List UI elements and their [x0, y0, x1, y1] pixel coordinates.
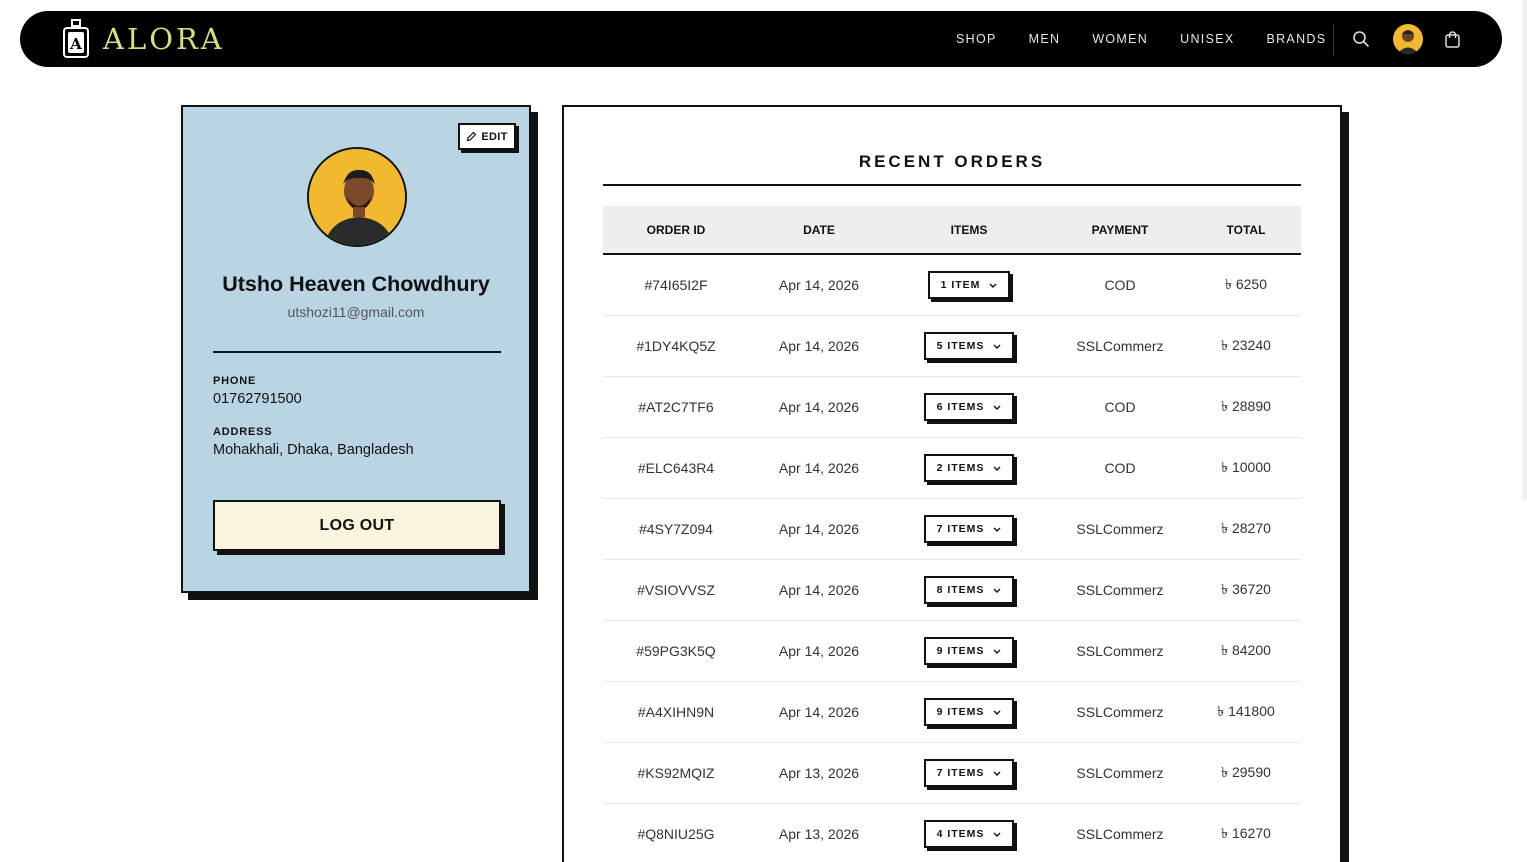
orders-table-body: [603, 254, 1301, 862]
items-count: 7 ITEMS: [936, 522, 985, 535]
items-dropdown-button[interactable]: [924, 454, 1015, 482]
nav-link-men[interactable]: MEN: [1028, 32, 1061, 46]
chevron-down-icon: [993, 584, 1001, 596]
nav-link-unisex[interactable]: UNISEX: [1180, 32, 1235, 46]
items-dropdown-button[interactable]: [924, 820, 1015, 848]
nav-link-women[interactable]: WOMEN: [1092, 32, 1149, 46]
edit-label: EDIT: [481, 130, 508, 143]
recent-orders-panel: [562, 105, 1342, 862]
items-count: 2 ITEMS: [936, 461, 985, 474]
order-payment: SSLCommerz: [1076, 764, 1164, 781]
orders-table: [603, 206, 1301, 862]
order-date: Apr 13, 2026: [778, 764, 860, 781]
order-payment: SSLCommerz: [1076, 703, 1164, 720]
order-total: ৳ 28890: [1221, 397, 1271, 414]
order-id: #A4XIHN9N: [637, 703, 715, 720]
order-id: #Q8NIU25G: [637, 825, 715, 842]
table-row: [603, 498, 1301, 559]
chevron-down-icon: [989, 279, 997, 291]
order-date: Apr 14, 2026: [778, 398, 860, 415]
chevron-down-icon: [993, 645, 1001, 657]
search-icon[interactable]: [1352, 11, 1370, 67]
items-count: 9 ITEMS: [936, 644, 985, 657]
order-total: ৳ 36720: [1221, 580, 1271, 597]
items-dropdown-button[interactable]: [924, 332, 1015, 360]
order-id: #KS92MQIZ: [637, 764, 715, 781]
items-count: 1 ITEM: [940, 278, 981, 291]
navbar: [20, 11, 1502, 67]
order-total: ৳ 84200: [1221, 641, 1271, 658]
chevron-down-icon: [993, 767, 1001, 779]
order-total: ৳ 6250: [1224, 275, 1267, 292]
nav-link-shop[interactable]: SHOP: [956, 32, 997, 46]
nav-divider: [1333, 24, 1334, 55]
table-header-row: [603, 206, 1301, 254]
order-date: Apr 14, 2026: [778, 459, 860, 476]
orders-title: RECENT ORDERS: [858, 152, 1046, 171]
order-date: Apr 14, 2026: [778, 276, 860, 293]
edit-profile-button[interactable]: [458, 123, 516, 150]
order-total: ৳ 16270: [1221, 824, 1271, 841]
order-payment: SSLCommerz: [1076, 337, 1164, 354]
brand-name: ALORA: [103, 22, 225, 56]
phone-value: 01762791500: [213, 391, 302, 407]
items-count: 8 ITEMS: [936, 583, 985, 596]
order-id: #AT2C7TF6: [638, 398, 714, 415]
table-row: [603, 620, 1301, 681]
cart-icon[interactable]: [1444, 11, 1461, 67]
order-payment: COD: [1104, 459, 1136, 476]
order-date: Apr 14, 2026: [778, 581, 860, 598]
column-header-items: ITEMS: [889, 206, 1049, 254]
profile-email: utshozi11@gmail.com: [287, 304, 425, 320]
chevron-down-icon: [993, 706, 1001, 718]
address-label: ADDRESS: [213, 426, 273, 438]
table-row: [603, 315, 1301, 376]
perfume-bottle-icon: [62, 19, 90, 59]
order-id: #74I65I2F: [644, 276, 708, 293]
main-nav: [940, 11, 1342, 67]
order-payment: COD: [1104, 398, 1136, 415]
order-total: ৳ 23240: [1221, 336, 1271, 353]
table-row: [603, 803, 1301, 862]
column-header-payment: PAYMENT: [1049, 206, 1191, 254]
items-count: 7 ITEMS: [936, 766, 985, 779]
chevron-down-icon: [993, 523, 1001, 535]
pencil-icon: [466, 131, 477, 142]
column-header-total: TOTAL: [1191, 206, 1301, 254]
profile-avatar: [307, 147, 407, 247]
items-dropdown-button[interactable]: [924, 576, 1015, 604]
order-id: #4SY7Z094: [639, 520, 713, 537]
order-payment: SSLCommerz: [1076, 581, 1164, 598]
items-dropdown-button[interactable]: [924, 515, 1015, 543]
address-value: Mohakhali, Dhaka, Bangladesh: [213, 442, 414, 458]
profile-card: [181, 105, 531, 593]
items-dropdown-button[interactable]: [924, 698, 1015, 726]
order-id: #1DY4KQ5Z: [636, 337, 716, 354]
order-date: Apr 13, 2026: [778, 825, 860, 842]
order-payment: SSLCommerz: [1076, 825, 1164, 842]
items-count: 5 ITEMS: [936, 339, 985, 352]
profile-name: Utsho Heaven Chowdhury: [222, 272, 490, 296]
table-row: [603, 437, 1301, 498]
order-payment: COD: [1104, 276, 1136, 293]
order-date: Apr 14, 2026: [778, 703, 860, 720]
logout-button[interactable]: LOG OUT: [213, 500, 501, 551]
avatar[interactable]: [1393, 24, 1423, 54]
chevron-down-icon: [993, 401, 1001, 413]
logo-letter: A: [70, 35, 82, 53]
items-dropdown-button[interactable]: [924, 759, 1015, 787]
chevron-down-icon: [993, 828, 1001, 840]
order-total: ৳ 28270: [1221, 519, 1271, 536]
order-date: Apr 14, 2026: [778, 642, 860, 659]
items-count: 4 ITEMS: [936, 827, 985, 840]
items-dropdown-button[interactable]: [924, 393, 1015, 421]
scrollbar-track[interactable]: [1522, 0, 1527, 500]
chevron-down-icon: [993, 462, 1001, 474]
order-date: Apr 14, 2026: [778, 337, 860, 354]
column-header-order-id: ORDER ID: [603, 206, 749, 254]
order-total: ৳ 10000: [1221, 458, 1271, 475]
column-header-date: DATE: [749, 206, 889, 254]
order-id: #59PG3K5Q: [636, 642, 716, 659]
items-dropdown-button[interactable]: [928, 271, 1011, 299]
profile-divider: [213, 351, 501, 353]
items-dropdown-button[interactable]: [924, 637, 1015, 665]
order-total: ৳ 29590: [1221, 763, 1271, 780]
items-count: 6 ITEMS: [936, 400, 985, 413]
order-date: Apr 14, 2026: [778, 520, 860, 537]
items-count: 9 ITEMS: [936, 705, 985, 718]
order-payment: SSLCommerz: [1076, 642, 1164, 659]
order-id: #VSIOVVSZ: [637, 581, 715, 598]
phone-label: PHONE: [213, 375, 257, 387]
table-row: [603, 681, 1301, 742]
order-id: #ELC643R4: [637, 459, 715, 476]
brand-logo[interactable]: [62, 19, 225, 59]
chevron-down-icon: [993, 340, 1001, 352]
table-row: [603, 254, 1301, 315]
table-row: [603, 742, 1301, 803]
orders-title-divider: [603, 184, 1301, 186]
nav-link-brands[interactable]: BRANDS: [1266, 32, 1327, 46]
table-row: [603, 376, 1301, 437]
order-payment: SSLCommerz: [1076, 520, 1164, 537]
table-row: [603, 559, 1301, 620]
order-total: ৳ 141800: [1217, 702, 1275, 719]
